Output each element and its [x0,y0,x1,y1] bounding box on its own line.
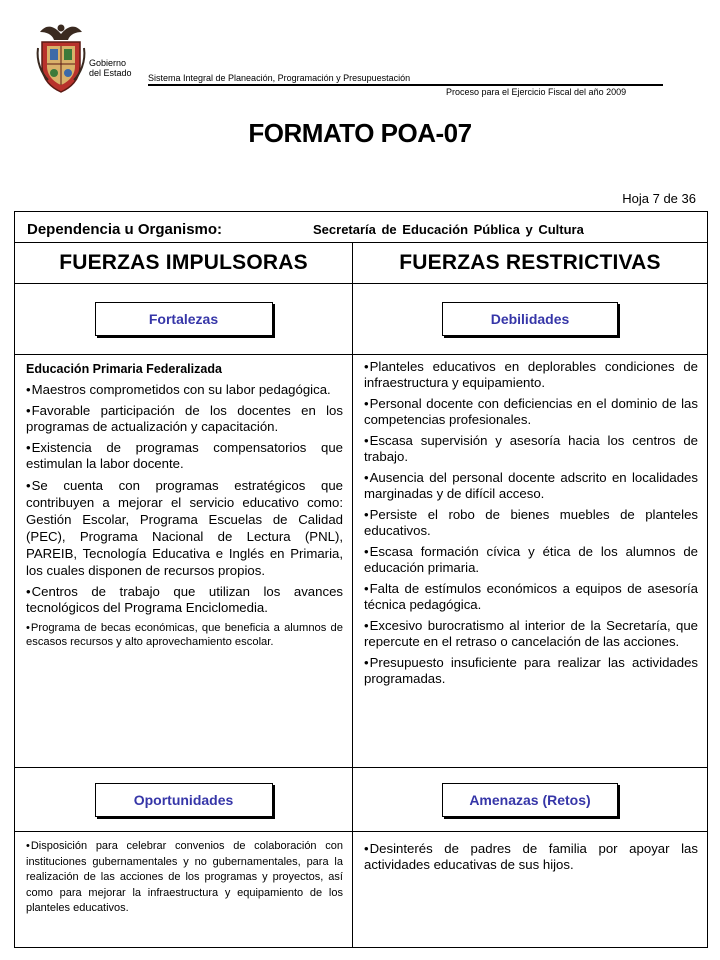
sistema-label: Sistema Integral de Planeación, Programación y Presupuestación [148,73,411,83]
list-item: •Programa de becas económicas, que beneficia a alumnos de escasos recursos y alto aprovechamiento escolar. [26,622,343,648]
list-item: •Centros de trabajo que utilizan los avances tecnológicos del Programa Enciclomedia. [26,584,343,615]
list-item: •Presupuesto insuficiente para realizar las actividades programadas. [364,655,698,686]
page-number: Hoja 7 de 36 [622,191,696,206]
forces-header-row [15,243,707,284]
list-item: •Ausencia del personal docente adscrito en localidades marginadas y de difícil acceso. [364,470,698,501]
fuerzas-restrictivas-heading: FUERZAS RESTRICTIVAS [399,251,661,274]
list-item: •Personal docente con deficiencias en el dominio de las competencias profesionales. [364,396,698,427]
page-header [0,0,720,110]
list-item: •Maestros comprometidos con su labor pedagógica. [26,382,331,397]
oportunidades-amenazas-label-row [15,768,707,832]
fortalezas-list [15,355,352,649]
debilidades-list [353,355,707,687]
list-item: •Escasa formación cívica y ética de los alumnos de educación primaria. [364,544,698,575]
fortalezas-debilidades-content-row [15,355,707,768]
dependencia-row [15,212,707,243]
list-item: •Desinterés de padres de familia por apoyar las actividades educativas de sus hijos. [364,841,698,872]
gobierno-label: Gobierno del Estado [89,58,132,78]
document-title: FORMATO POA-07 [248,118,472,148]
list-item: •Favorable participación de los docentes en los programas de actualización y capacitación. [26,403,343,434]
oportunidades-label: Oportunidades [95,783,273,817]
list-item: •Existencia de programas compensatorios que estimulan la labor docente. [26,440,343,471]
fuerzas-impulsoras-heading: FUERZAS IMPULSORAS [59,251,308,274]
list-item: •Disposición para celebrar convenios de colaboración con instituciones gubernamentales y no gubernamentales, para la realización de las acciones de los programas y proyectos, así como para mejorar la infraestructura y equipamiento de los planteles educativos. [26,840,343,915]
proceso-label: Proceso para el Ejercicio Fiscal del año 2009 [446,87,627,97]
list-item: •Se cuenta con programas estratégicos que contribuyen a mejorar el servicio educativo como: Gestión Escolar, Programa Escuelas de Calidad (PEC), Programa Nacional de Lectura (PNL), PAREIB, Tecnología Educativa e Inglés en Primaria, los cuales disponen de recursos propios. [26,478,343,578]
fortalezas-debilidades-label-row [15,284,707,355]
header-rule [148,84,663,86]
state-seal-logo [34,18,88,94]
list-item: •Persiste el robo de bienes muebles de planteles educativos. [364,507,698,538]
amenazas-label: Amenazas (Retos) [442,783,618,817]
amenazas-list [353,832,707,873]
fortalezas-label: Fortalezas [95,302,273,336]
dependencia-value: Secretaría de Educación Pública y Cultura [313,222,584,237]
list-item: •Falta de estímulos económicos a equipos de asesoría técnica pedagógica. [364,581,698,612]
list-item: •Planteles educativos en deplorables condiciones de infraestructura y equipamiento. [364,359,698,390]
oportunidades-amenazas-content-row [15,832,707,948]
list-item: •Escasa supervisión y asesoría hacia los centros de trabajo. [364,433,698,464]
list-item: •Excesivo burocratismo al interior de la Secretaría, que repercute en el retraso o cancelación de las acciones. [364,618,698,649]
fortalezas-subhead: Educación Primaria Federalizada [26,362,222,376]
foda-table [14,211,708,948]
dependencia-label: Dependencia u Organismo: [27,221,223,238]
debilidades-label: Debilidades [442,302,618,336]
oportunidades-list [15,832,352,917]
